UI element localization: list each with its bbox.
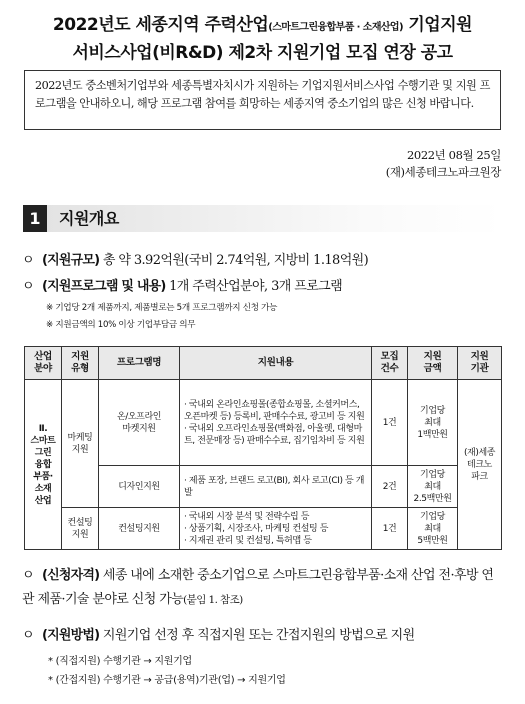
bullet-heading: (지원방법) xyxy=(42,628,100,643)
title-line-1-end: 기업지원 xyxy=(402,15,473,35)
content-item: · 국내외 시장 분석 및 전략수립 등 xyxy=(184,511,310,522)
count-cell: 2건 xyxy=(372,466,408,508)
content-cell xyxy=(180,508,372,550)
program-name-text: 컨설팅지원 xyxy=(118,523,160,534)
content-item: · 상품기획, 시장조사, 마케팅 컨설팅 등 xyxy=(184,523,329,534)
column-header xyxy=(408,347,458,380)
content-cell xyxy=(180,380,372,466)
method-sub-item: * (직접지원) 수행기관 → 지원기업 xyxy=(48,656,192,667)
program-name-cell xyxy=(99,508,180,550)
title-line-1 xyxy=(0,10,525,35)
bullet-mark: ㅇ xyxy=(22,568,34,583)
bullet-heading: (지원규모) xyxy=(42,253,100,268)
table-row xyxy=(25,380,502,466)
amount-text: 기업당 최대 5백만원 xyxy=(417,511,448,546)
bullet-reference: (붙임 1. 참조) xyxy=(183,594,243,606)
column-header-text: 모집 건수 xyxy=(380,351,399,374)
support-type-text: 컨설팅 지원 xyxy=(67,517,93,540)
bullet-heading: (지원프로그램 및 내용) xyxy=(42,279,166,294)
column-header xyxy=(62,347,99,380)
title-line-1-parenthetical: (스마트그린융합부품 · 소재산업) xyxy=(268,22,403,33)
bullet-mark: ㅇ xyxy=(22,279,34,294)
amount-text: 기업당 최대 1백만원 xyxy=(417,405,448,440)
eligibility-bullet xyxy=(22,564,502,612)
amount-cell xyxy=(408,380,458,466)
bullet-text: 세종 내에 소재한 중소기업으로 스마트그린융합부품·소재 산업 전·후방 연관 제품·기술 분야로 신청 가능 xyxy=(22,568,494,607)
column-header xyxy=(99,347,180,380)
column-header xyxy=(25,347,62,380)
method-sub-item: * (간접지원) 수행기관 → 공급(용역)기관(업) → 지원기업 xyxy=(48,675,286,686)
announcement-date: 2022년 08월 25일 xyxy=(407,148,501,162)
content-item: · 지재권 관리 및 컨설팅, 특허맵 등 xyxy=(184,535,312,546)
amount-text: 기업당 최대 2.5백만원 xyxy=(413,469,452,504)
bullet-heading: (신청자격) xyxy=(42,568,100,583)
title-line-2: 서비스사업(비R&D) 제2차 지원기업 모집 연장 공고 xyxy=(72,43,453,63)
section-title: 지원개요 xyxy=(59,209,119,228)
section-number: 1 xyxy=(23,205,47,232)
bullet-mark: ㅇ xyxy=(22,253,34,268)
column-header-text: 지원내용 xyxy=(257,357,294,368)
title-line-1-main: 2022년도 세종지역 주력산업 xyxy=(52,15,269,35)
column-header-text: 산업 분야 xyxy=(34,351,52,374)
content-item: · 국내외 온라인쇼핑몰(종합쇼핑몰, 소셜커머스, 오픈마켓 등) 등록비, 판매수수료, 광고비 등 지원 xyxy=(184,399,365,422)
amount-cell xyxy=(408,466,458,508)
count-cell: 1건 xyxy=(372,380,408,466)
column-header-text: 지원 금액 xyxy=(423,351,442,374)
industry-text: Ⅱ. 스마트 그린 융합 부품· 소재 산업 xyxy=(30,423,56,506)
amount-cell xyxy=(408,508,458,550)
program-name-cell xyxy=(99,466,180,508)
support-type-cell xyxy=(62,508,99,550)
program-name-text: 디자인지원 xyxy=(118,481,160,492)
content-item: · 국내외 오프라인쇼핑몰(백화점, 아울렛, 대형마트, 전문매장 등) 판매수수료, 집기임차비 등 지원 xyxy=(184,423,365,446)
column-header xyxy=(458,347,502,380)
column-header-text: 지원 기관 xyxy=(470,351,489,374)
bullet-text: 1개 주력산업분야, 3개 프로그램 xyxy=(165,279,343,294)
bullet-mark: ㅇ xyxy=(22,628,34,643)
issuing-organization: (재)세종테크노파크원장 xyxy=(385,165,501,179)
agency-text: (재)세종 테크노 파크 xyxy=(463,447,496,482)
count-cell: 1건 xyxy=(372,508,408,550)
program-name-cell xyxy=(99,380,180,466)
support-type-text: 마케팅 지원 xyxy=(67,432,93,455)
column-header-text: 지원 유형 xyxy=(71,351,89,374)
program-name-text: 온/오프라인 마켓지원 xyxy=(116,411,162,434)
content-cell xyxy=(180,466,372,508)
column-header xyxy=(372,347,408,380)
table-row xyxy=(25,508,502,550)
program-note: ※ 지원금액의 10% 이상 기업부담금 의무 xyxy=(46,320,196,330)
section-header xyxy=(23,205,503,232)
program-note: ※ 기업당 2개 제품까지, 제품별로는 5개 프로그램까지 신청 가능 xyxy=(46,303,278,313)
method-bullet xyxy=(22,624,415,643)
support-program-bullet xyxy=(22,275,342,294)
agency-cell xyxy=(458,380,502,550)
support-scale-bullet xyxy=(22,249,368,268)
support-type-cell xyxy=(62,380,99,508)
bullet-text: 총 약 3.92억원(국비 2.74억원, 지방비 1.18억원) xyxy=(99,253,369,268)
column-header-text: 프로그램명 xyxy=(116,357,162,368)
intro-box: 2022년도 중소벤처기업부와 세종특별자치시가 지원하는 기업지원서비스사업 수행기관 및 지원 프로그램을 안내하오니, 해당 프로그램 참여를 희망하는 세종지역 중소기업의 많은 신청 바랍니다. xyxy=(24,70,501,130)
industry-cell xyxy=(25,380,62,550)
content-item: · 제품 포장, 브랜드 로고(BI), 회사 로고(CI) 등 개발 xyxy=(184,475,365,498)
column-header xyxy=(180,347,372,380)
bullet-text: 지원기업 선정 후 직접지원 또는 간접지원의 방법으로 지원 xyxy=(99,628,415,643)
table-header-row xyxy=(25,347,502,380)
program-table xyxy=(24,346,502,550)
